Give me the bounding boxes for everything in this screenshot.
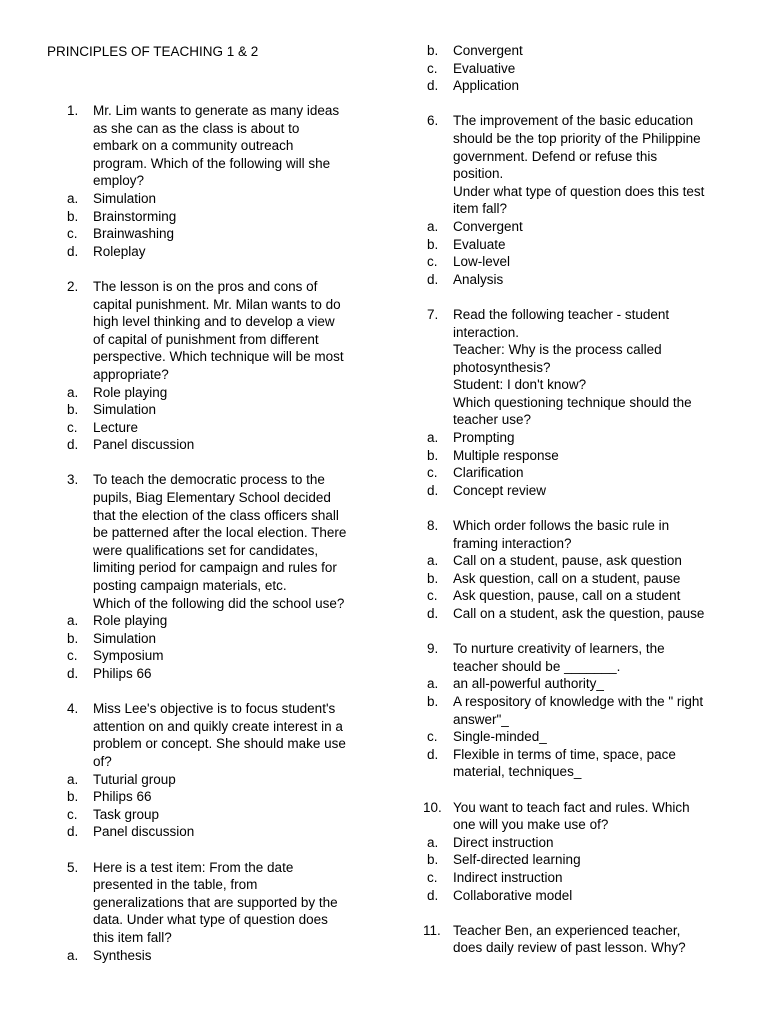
option-letter: b. — [427, 236, 439, 252]
question-number: 7. — [427, 306, 439, 322]
option-text: Low-level — [453, 254, 511, 270]
option-text: Brainwashing — [93, 226, 175, 242]
option-text: A respository of knowledge with the " right answer"_ — [453, 693, 704, 727]
option-text: Ask question, pause, call on a student — [453, 588, 681, 604]
option-letter: c. — [67, 806, 78, 822]
option-text: Convergent — [453, 43, 523, 58]
answer-option — [427, 869, 727, 887]
answer-option — [427, 605, 727, 623]
question-item — [427, 640, 727, 781]
option-text: Ask question, call on a student, pause — [453, 570, 681, 586]
answer-option — [67, 771, 367, 789]
right-column — [423, 42, 727, 974]
question-text: Here is a test item: From the date presented in the table, from generalizations that are supported by the data. Under what type of question does this item fall? — [93, 859, 338, 945]
question-number: 1. — [67, 103, 79, 118]
question-text: Which order follows the basic rule in framing interaction? — [453, 518, 670, 551]
option-text: Role playing — [93, 384, 168, 400]
option-letter: c. — [427, 254, 438, 270]
question-item — [423, 922, 727, 957]
option-letter: b. — [67, 630, 79, 646]
option-text: Synthesis — [93, 947, 152, 963]
answer-option — [67, 419, 367, 437]
option-letter: b. — [427, 852, 439, 868]
answer-option — [427, 482, 727, 500]
option-text: Evaluate — [453, 236, 506, 252]
answer-option — [67, 401, 367, 419]
answer-option — [67, 612, 367, 630]
answer-option — [67, 190, 367, 208]
left-column — [67, 102, 367, 982]
option-text: Role playing — [93, 613, 168, 629]
option-text: Brainstorming — [93, 208, 177, 224]
option-letter: c. — [427, 465, 438, 481]
option-letter: c. — [427, 60, 438, 76]
answer-option — [67, 243, 367, 261]
question-text: To teach the democratic process to the pupils, Biag Elementary School decided that the election of the class officers shall be patterned after the local election. There were qualifications set for candidates, limiting period for campaign and rules for posting campaign materials, etc. Which of the following did the school use? — [93, 472, 347, 611]
option-letter: d. — [427, 271, 439, 287]
option-text: Flexible in terms of time, space, pace material, techniques_ — [453, 746, 676, 780]
option-letter: b. — [427, 693, 439, 709]
answer-option — [67, 436, 367, 454]
option-text: Call on a student, ask the question, pause — [453, 606, 705, 621]
question-item — [67, 471, 367, 682]
option-letter: c. — [67, 648, 78, 664]
option-text: Evaluative — [453, 60, 516, 76]
question-number: 8. — [427, 518, 439, 534]
option-text: Prompting — [453, 430, 515, 446]
answer-option — [427, 42, 727, 60]
answer-option — [427, 271, 727, 289]
option-text: Lecture — [93, 419, 139, 435]
question-text: Read the following teacher - student interaction. Teacher: Why is the process called photosynthesis? Student: I don't know? Which questioning technique should the teacher use? — [453, 306, 692, 428]
option-text: an all-powerful authority_ — [453, 676, 604, 692]
answer-option — [67, 225, 367, 243]
answer-option — [427, 834, 727, 852]
option-letter: a. — [67, 771, 79, 787]
answer-option — [427, 447, 727, 465]
question-number: 9. — [427, 641, 439, 657]
question-number: 2. — [67, 278, 79, 294]
option-letter: c. — [427, 729, 438, 745]
option-letter: a. — [427, 430, 439, 446]
option-text: Single-minded_ — [453, 729, 547, 745]
option-text: Direct instruction — [453, 834, 554, 850]
question-text: You want to teach fact and rules. Which one will you make use of? — [453, 799, 690, 833]
option-text: Panel discussion — [93, 437, 195, 453]
question-item — [427, 306, 727, 500]
option-text: Simulation — [93, 190, 157, 206]
question-number: 6. — [427, 113, 439, 129]
option-letter: d. — [67, 437, 79, 453]
question-text: The lesson is on the pros and cons of capital punishment. Mr. Milan wants to do high level thinking and to develop a view of capital of punishment from different perspective. Which technique will be most appropriate? — [93, 278, 344, 382]
option-letter: d. — [427, 887, 439, 903]
question-number: 5. — [67, 859, 79, 875]
answer-option — [427, 587, 727, 605]
question-item — [67, 278, 367, 454]
option-letter: b. — [67, 208, 79, 224]
option-text: Application — [453, 78, 520, 94]
question-text: Mr. Lim wants to generate as many ideas as she can as the class is about to embark on a community outreach program. Which of the following will she employ? — [93, 103, 340, 189]
option-letter: b. — [67, 402, 79, 418]
question-number: 10. — [423, 799, 442, 815]
answer-option — [67, 647, 367, 665]
answer-option — [427, 253, 727, 271]
answer-option — [427, 60, 727, 78]
option-text: Symposium — [93, 648, 164, 664]
option-text: Roleplay — [93, 243, 146, 259]
option-text: Call on a student, pause, ask question — [453, 553, 682, 569]
option-letter: d. — [427, 746, 439, 762]
answer-option — [67, 823, 367, 841]
question-text: To nurture creativity of learners, the teacher should be _______. — [453, 641, 665, 674]
answer-option — [427, 236, 727, 254]
option-letter: a. — [427, 834, 439, 850]
question-text: The improvement of the basic education should be the top priority of the Philippine government. Defend or refuse this position. Under what type of question does this test item fall? — [453, 113, 705, 217]
option-text: Clarification — [453, 465, 524, 481]
answer-option — [427, 746, 727, 781]
option-text: Task group — [93, 806, 160, 822]
answer-option — [427, 675, 727, 693]
option-letter: b. — [427, 570, 439, 586]
option-letter: d. — [427, 482, 439, 498]
option-letter: a. — [427, 676, 439, 692]
option-text: Analysis — [453, 271, 504, 287]
question-item — [67, 700, 367, 841]
option-letter: d. — [427, 78, 439, 94]
answer-option — [67, 788, 367, 806]
question-item — [427, 517, 727, 623]
option-text: Indirect instruction — [453, 869, 563, 885]
option-text: Panel discussion — [93, 824, 195, 840]
option-letter: d. — [427, 606, 439, 621]
option-letter: c. — [67, 419, 78, 435]
question-text: Miss Lee's objective is to focus student's attention on and quikly create interest in a problem or concept. She should make use of? — [93, 701, 346, 769]
option-text: Convergent — [453, 218, 523, 234]
answer-option — [427, 570, 727, 588]
question-text: Teacher Ben, an experienced teacher, does daily review of past lesson. Why? — [453, 922, 686, 956]
option-text: Simulation — [93, 630, 157, 646]
option-letter: a. — [67, 947, 79, 963]
answer-option — [427, 218, 727, 236]
option-letter: d. — [67, 666, 79, 681]
option-text: Concept review — [453, 482, 547, 498]
option-letter: b. — [67, 789, 79, 805]
option-text: Simulation — [93, 402, 157, 418]
answer-option — [67, 384, 367, 402]
continued-options — [427, 42, 727, 95]
question-number: 11. — [423, 922, 441, 938]
answer-option — [67, 947, 367, 965]
option-letter: a. — [67, 384, 79, 400]
option-letter: c. — [427, 588, 438, 604]
answer-option — [427, 851, 727, 869]
answer-option — [427, 77, 727, 95]
answer-option — [427, 887, 727, 905]
answer-option — [67, 806, 367, 824]
answer-option — [427, 728, 727, 746]
question-item — [427, 112, 727, 288]
option-letter: b. — [427, 43, 439, 58]
option-letter: c. — [67, 226, 78, 242]
answer-option — [427, 429, 727, 447]
option-text: Multiple response — [453, 447, 559, 463]
answer-option — [427, 464, 727, 482]
option-text: Philips 66 — [93, 789, 152, 805]
answer-option — [427, 693, 727, 728]
option-letter: d. — [67, 243, 79, 259]
option-letter: c. — [427, 869, 438, 885]
option-letter: a. — [67, 613, 79, 629]
question-item — [423, 799, 727, 905]
answer-option — [427, 552, 727, 570]
option-text: Tuturial group — [93, 771, 176, 787]
option-letter: a. — [427, 218, 439, 234]
answer-option — [67, 665, 367, 683]
option-letter: a. — [67, 190, 79, 206]
option-letter: d. — [67, 824, 79, 840]
question-number: 4. — [67, 701, 79, 717]
question-item — [67, 102, 367, 260]
option-letter: a. — [427, 553, 439, 569]
option-text: Philips 66 — [93, 666, 152, 681]
question-item — [67, 859, 367, 965]
option-text: Self-directed learning — [453, 852, 581, 868]
question-number: 3. — [67, 472, 79, 488]
answer-option — [67, 208, 367, 226]
page-title: PRINCIPLES OF TEACHING 1 & 2 — [47, 44, 259, 59]
answer-option — [67, 630, 367, 648]
option-text: Collaborative model — [453, 887, 573, 903]
option-letter: b. — [427, 447, 439, 463]
